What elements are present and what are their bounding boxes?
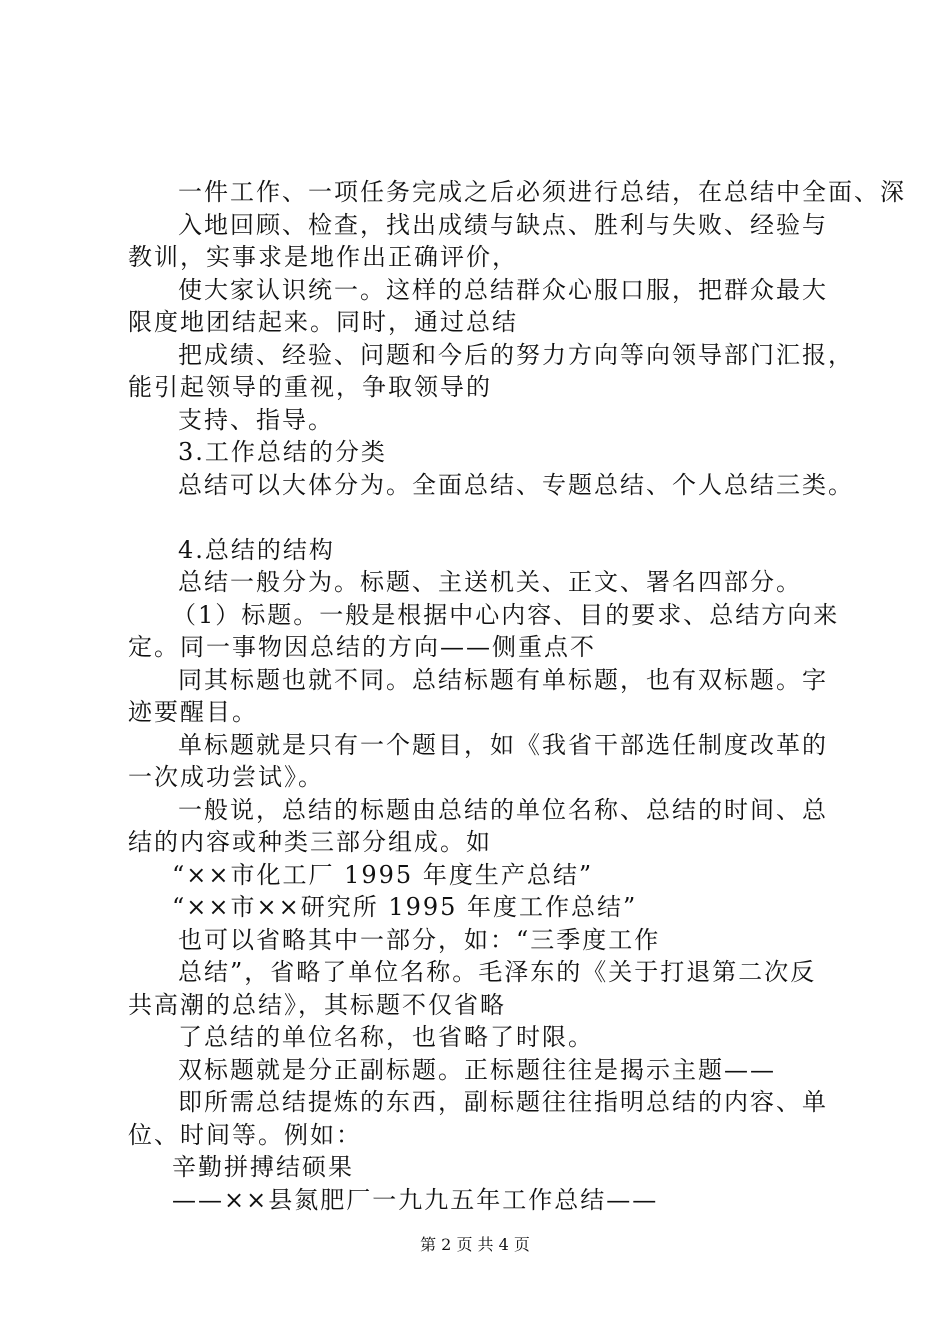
text-line: 一般说，总结的标题由总结的单位名称、总结的时间、总 — [178, 795, 828, 824]
text-line: 使大家认识统一。这样的总结群众心服口服，把群众最大 — [178, 275, 828, 304]
text-line: 能引起领导的重视，争取领导的 — [128, 373, 492, 401]
document-body — [128, 176, 906, 1216]
section-heading: 4.总结的结构 — [178, 535, 335, 564]
page-footer: 第 2 页 共 4 页 — [420, 1235, 530, 1254]
text-line: 一次成功尝试》。 — [128, 763, 324, 791]
text-line: “××市××研究所 1995 年度工作总结” — [172, 893, 638, 921]
text-line: 迹要醒目。 — [128, 698, 258, 726]
text-line: 单标题就是只有一个题目，如《我省干部选任制度改革的 — [178, 730, 828, 759]
text-line: 入地回顾、检查，找出成绩与缺点、胜利与失败、经验与 — [178, 210, 828, 239]
text-line: ——××县氮肥厂一九九五年工作总结—— — [172, 1185, 659, 1214]
text-line: （1）标题。一般是根据中心内容、目的要求、总结方向来 — [172, 600, 840, 629]
text-line: 共高潮的总结》，其标题不仅省略 — [128, 990, 506, 1019]
text-line: “××市化工厂 1995 年度生产总结” — [172, 860, 594, 889]
text-line: 把成绩、经验、问题和今后的努力方向等向领导部门汇报， — [178, 340, 854, 369]
text-line: 双标题就是分正副标题。正标题往往是揭示主题—— — [178, 1055, 776, 1084]
section-heading: 3.工作总结的分类 — [178, 438, 387, 466]
text-line: 总结一般分为。标题、主送机关、正文、署名四部分。 — [178, 568, 802, 596]
text-line: 结的内容或种类三部分组成。如 — [128, 828, 492, 856]
blank-line — [128, 501, 848, 534]
text-line: 支持、指导。 — [178, 405, 334, 434]
text-line: 同其标题也就不同。总结标题有单标题，也有双标题。字 — [178, 665, 828, 694]
text-line: 限度地团结起来。同时，通过总结 — [128, 308, 518, 336]
text-line: 了总结的单位名称，也省略了时限。 — [178, 1023, 594, 1051]
text-line: 也可以省略其中一部分，如：“三季度工作 — [178, 925, 661, 954]
text-line: 总结可以大体分为。全面总结、专题总结、个人总结三类。 — [178, 470, 854, 499]
text-line: 位、时间等。例如： — [128, 1120, 362, 1149]
text-line: 即所需总结提炼的东西，副标题往往指明总结的内容、单 — [178, 1088, 828, 1116]
text-line: 教训，实事求是地作出正确评价， — [128, 243, 518, 271]
text-line: 辛勤拼搏结硕果 — [172, 1153, 354, 1181]
text-line: 一件工作、一项任务完成之后必须进行总结，在总结中全面、深 — [178, 178, 906, 206]
text-line: 总结”，省略了单位名称。毛泽东的《关于打退第二次反 — [178, 958, 817, 986]
text-line: 定。同一事物因总结的方向——侧重点不 — [128, 633, 596, 661]
